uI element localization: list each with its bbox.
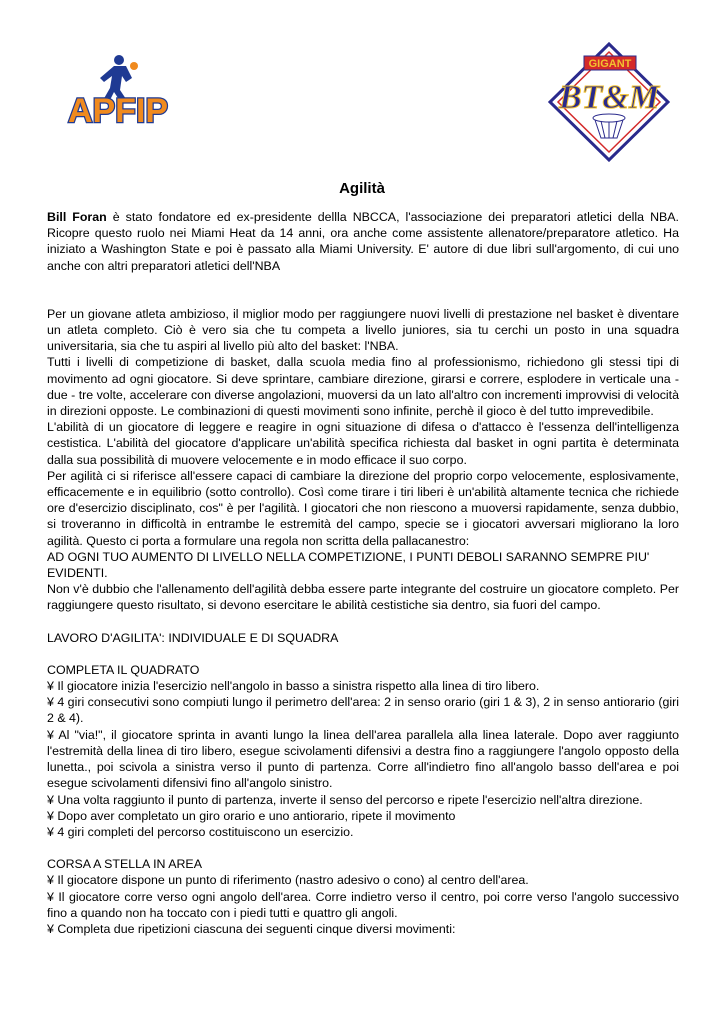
btm-logo [548,42,670,162]
paragraph: Tutti i livelli di competizione di basket, dalla scuola media fino al professionismo, richiedono gli stessi tipi di movimento ad ogni giocatore. Si deve sprintare, cambiare direzione, girarsi e correre, esplodere in verticale una - due - tre volte, accelerare con diverse angolazioni, muoversi da un lato all'altro con incrementi improvvisi di velocità in direzioni opposte. Le combinazioni di questi movimenti sono infinite, perchè il gioco è del tutto imprevedibile. [47,355,679,419]
exercise-item: ¥ Al "via!", il giocatore sprinta in avanti lungo la linea dell'area parallela alla linea laterale. Dopo aver raggiunto l'estremità della linea di tiro libero, esegue scivolamenti difensivi a destra fino a raggiungere l'angolo opposto della lunetta., poi scivola a sinistra verso il punto di partenza. Corre all'indietro fino all'angolo basso dell'area e poi esegue scivolamenti difensivi fino all'angolo sinistro. [47,727,679,791]
exercise-item: ¥ Una volta raggiunto il punto di partenza, inverte il senso del percorso e ripete l'esercizio nell'altra direzione. [47,792,643,807]
document-body [47,209,679,937]
paragraph: Non v'è dubbio che l'allenamento dell'agilità debba essere parte integrante del costruire un giocatore completo. Per raggiungere questo risultato, si devono esercitare le abilità cestistiche sia dentro, sia fuori del campo. [47,582,679,613]
author-bio: è stato fondatore ed ex-presidente dellla NBCCA, l'associazione dei preparatori atletici della NBA. Ricopre questo ruolo nei Miami Heat da 14 anni, ora anche come assistente allenatore/preparatore atletico. Ha iniziato a Washington State e poi è passato alla Miami University. E' autore di due libri sull'argomento, di cui uno anche con altri preparatori atletici dell'NBA [47,210,679,273]
exercise-item: ¥ Il giocatore dispone un punto di riferimento (nastro adesivo o cono) al centro dell'area. [47,873,529,888]
btm-logo-top-text: GIGANT [588,58,632,70]
exercise-item: ¥ Il giocatore corre verso ogni angolo dell'area. Corre indietro verso il centro, poi corre verso l'angolo successivo fino a quando non ha toccato con i piedi tutti e quattro gli angoli. [47,889,679,920]
btm-logo-main-text: BT&M [558,79,660,116]
paragraph: Per agilità ci si riferisce all'essere capaci di cambiare la direzione del proprio corpo velocemente, esplosivamente, efficacemente e in equilibrio (sotto controllo). Così come tirare i tiri liberi è un'abilità altamente tecnica che richiede ore d'esercizio disciplinato, cos" è per l'agilità. I giocatori che non riescono a muoversi rapidamente, senza dubbio, si troveranno in difficoltà in entrambe le estremità del campo, specie se i giocatori avversari migliorano la loro agilità. Questo ci porta a formulare una regola non scritta della pallacanestro: [47,468,679,548]
paragraph: L'abilità di un giocatore di leggere e reagire in ogni situazione di difesa o d'attacco è l'essenza dell'intelligenza cestistica. L'abilità del giocatore d'applicare un'abilità specifica richiesta dal basket in ogni partita è determinata dalla sua possibilità di muovere velocemente e in modo efficace il suo corpo. [47,420,679,467]
apfip-logo [46,52,190,126]
apfip-logo-graphic [46,52,190,126]
exercise-item: ¥ Il giocatore inizia l'esercizio nell'angolo in basso a sinistra rispetto alla linea di tiro libero. [47,679,540,694]
exercise-title: COMPLETA IL QUADRATO [47,662,200,677]
btm-logo-graphic [548,42,670,162]
apfip-logo-text: APFIP [67,92,169,126]
exercise-title: CORSA A STELLA IN AREA [47,857,202,872]
exercise-item: ¥ Dopo aver completato un giro orario e uno antiorario, ripete il movimento [47,808,456,823]
section-heading: LAVORO D'AGILITA': INDIVIDUALE E DI SQUADRA [47,630,339,645]
author-intro [47,209,679,274]
exercise-item: ¥ 4 giri completi del percorso costituiscono un esercizio. [47,824,354,839]
exercise-item: ¥ 4 giri consecutivi sono compiuti lungo il perimetro dell'area: 2 in senso orario (giri 1 & 3), 2 in senso antiorario (giri 2 & 4). [47,695,679,726]
exercise-item: ¥ Completa due ripetizioni ciascuna dei seguenti cinque diversi movimenti: [47,921,456,936]
author-name: Bill Foran [47,210,107,224]
page-title: Agilità [339,180,385,197]
paragraph: Per un giovane atleta ambizioso, il miglior modo per raggiungere nuovi livelli di prestazione nel basket è diventare un atleta completo. Ciò è vero sia che tu competa a livello juniores, sia tu cerchi un posto in una squadra universitaria, sia che tu aspiri al livello più alto del basket: l'NBA. [47,306,679,354]
unwritten-rule: AD OGNI TUO AUMENTO DI LIVELLO NELLA COMPETIZIONE, I PUNTI DEBOLI SARANNO SEMPRE PIU' EVIDENTI. [47,549,650,581]
